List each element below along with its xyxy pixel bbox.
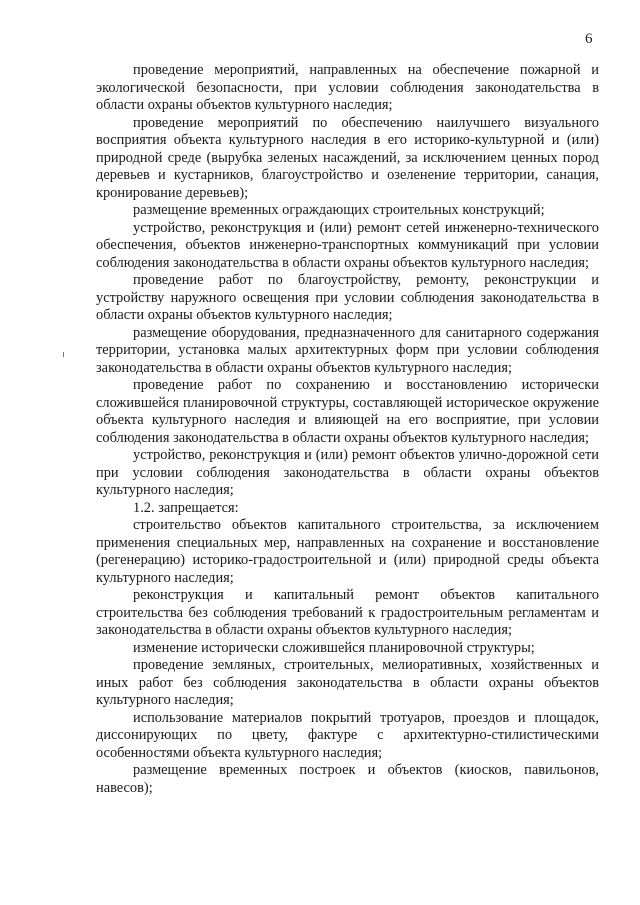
paragraph-visual-perception: проведение мероприятий по обеспечению наилучшего визуального восприятия объекта культурного наследия в его историко-культурной и (или) природной среде (вырубка зеленых насаждений, за исключением ценных пород деревьев и кустарников, благоустройство и озеленение территории, санация, кронирование деревьев); — [96, 114, 599, 201]
paragraph-earthworks: проведение земляных, строительных, мелиоративных, хозяйственных и иных работ без соблюдения законодательства в области охраны объектов культурного наследия; — [96, 657, 599, 708]
paragraph-paving-materials: использование материалов покрытий тротуаров, проездов и площадок, диссонирующих по цвету, фактуре с архитектурно-стилистическими особенностями объекта культурного наследия; — [96, 709, 599, 761]
paragraph-capital-construction: строительство объектов капитального строительства, за исключением применения специальных мер, направленных на сохранение и восстановление (регенерацию) историко-градостроительной и (или) природной среды объекта культурного наследия; — [96, 517, 599, 586]
paragraph-temporary-structures: размещение временных построек и объектов (киосков, павильонов, навесов); — [96, 762, 599, 796]
scan-mark — [63, 352, 64, 357]
paragraph-planning-structure-change: изменение исторически сложившейся планировочной структуры; — [133, 639, 535, 656]
section-heading-prohibited: 1.2. запрещается: — [133, 499, 239, 516]
paragraph-reconstruction-repair: реконструкция и капитальный ремонт объектов капитального строительства без соблюдения требований к градостроительным регламентам и законодательства в области охраны объектов культурного наследия; — [96, 587, 599, 638]
page-number: 6 — [585, 31, 593, 47]
paragraph-sanitary-equipment: размещение оборудования, предназначенного для санитарного содержания территории, установка малых архитектурных форм при условии соблюдения законодательства в области охраны объектов культурного наследия; — [96, 324, 599, 376]
paragraph-landscaping-lighting: проведение работ по благоустройству, ремонту, реконструкции и устройству наружного освещения при условии соблюдения законодательства в области охраны объектов культурного наследия; — [96, 272, 599, 323]
paragraph-road-network: устройство, реконструкция и (или) ремонт объектов улично-дорожной сети при условии соблюдения законодательства в области охраны объектов культурного наследия; — [96, 447, 599, 498]
paragraph-planning-structure-restoration: проведение работ по сохранению и восстановлению исторически сложившейся планировочной структуры, составляющей историческое окружение объекта культурного наследия и влияющей на его восприятие, при условии соблюдения законодательства в области охраны объектов культурного наследия; — [96, 377, 599, 446]
paragraph-fire-safety: проведение мероприятий, направленных на обеспечение пожарной и экологической безопасности, при условии соблюдения законодательства в области охраны объектов культурного наследия; — [96, 62, 599, 113]
paragraph-temporary-fencing: размещение временных ограждающих строительных конструкций; — [133, 202, 545, 218]
paragraph-engineering-networks: устройство, реконструкция и (или) ремонт сетей инженерно-технического обеспечения, объектов инженерно-транспортных коммуникаций при условии соблюдения законодательства в области охраны объектов культурного наследия; — [96, 219, 599, 271]
document-body — [96, 62, 599, 797]
